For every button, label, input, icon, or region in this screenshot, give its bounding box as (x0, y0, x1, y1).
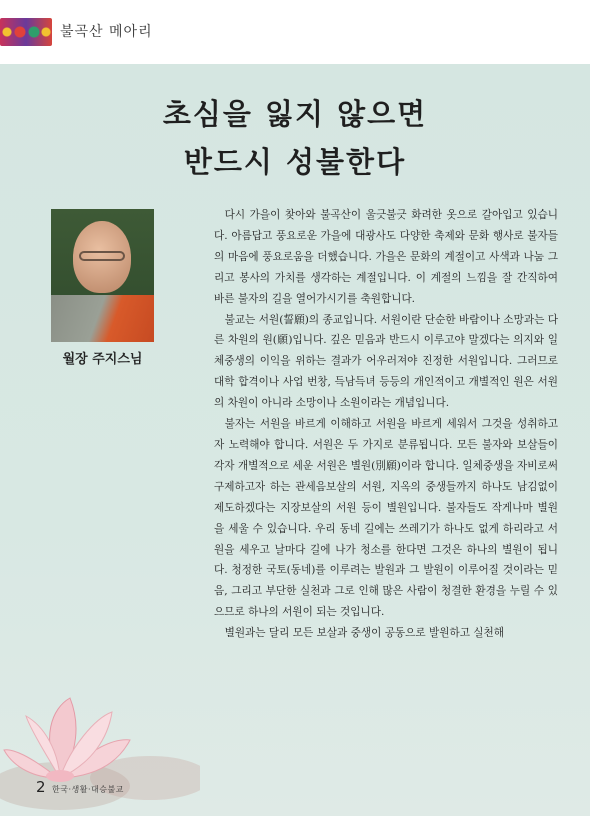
korean-pattern-icon (0, 18, 52, 46)
publication-name: 한국·생활·대승불교 (52, 785, 124, 794)
glasses-shape (79, 251, 125, 261)
article-body (214, 205, 558, 644)
body-paragraph: 다시 가을이 찾아와 불곡산이 울긋불긋 화려한 옷으로 갈아입고 있습니다. 아름답고 풍요로운 가을에 대광사도 다양한 축제와 문화 행사로 불자들의 마음에 풍요로움을 더했습니다. 가을은 문화의 계절이고 사색과 나눔 그리고 봉사의 가치를 생각하는 계절입니다. 이 계절의 느낌을 잘 간직하여 바른 불자의 길을 열어가시기를 축원합니다. (214, 209, 558, 305)
body-paragraph: 별원과는 달리 모든 보살과 중생이 공동으로 발원하고 실천해 (224, 627, 505, 640)
body-paragraph: 불교는 서원(誓願)의 종교입니다. 서원이란 단순한 바람이나 소망과는 다른 차원의 원(願)입니다. 깊은 믿음과 반드시 이루고야 말겠다는 의지와 일체중생의 이익을 위하는 결과가 어우러져야 진정한 서원입니다. 그러므로 대학 합격이나 사업 번창, 득남득녀 등등의 개인적이고 개별적인 원은 서원의 차원이 아니라 소망이나 소원이라는 개념입니다. (214, 313, 558, 410)
section-label: 불곡산 메아리 (60, 24, 153, 40)
title-line-1: 초심을 잃지 않으면 (162, 97, 428, 131)
portrait-caption: 월장 주지스님 (62, 352, 143, 367)
page-number: 2 (36, 778, 46, 796)
page-header (0, 0, 590, 64)
body-paragraph: 불자는 서원을 바르게 이해하고 서원을 바르게 세워서 그것을 성취하고자 노력해야 합니다. 서원은 두 가지로 분류됩니다. 모든 불자와 보살들이 각자 개별적으로 세운 서원은 별원(別願)이라 합니다. 일체중생을 자비로써 구제하고자 하는 관세음보살의 서원, 지옥의 중생들까지 하나도 남김없이 제도하겠다는 지장보살의 서원 등이 별원입니다. 불자들도 작게나마 별원을 세울 수 있습니다. 우리 동네 길에는 쓰레기가 하나도 없게 하리라고 서원을 세우고 날마다 길에 나가 청소를 한다면 그것은 하나의 별원이 됩니다. 청정한 국토(동네)를 이루려는 발원과 그 발원이 이루어질 것이라는 믿음, 그리고 부단한 실천과 그로 인해 많은 사람이 청결한 환경을 누릴 수 있으므로 하나의 서원이 되는 것입니다. (214, 418, 558, 619)
article-title (0, 90, 590, 186)
title-line-2: 반드시 성불한다 (183, 145, 407, 179)
portrait-photo (51, 209, 154, 342)
robe-shape (51, 295, 154, 342)
